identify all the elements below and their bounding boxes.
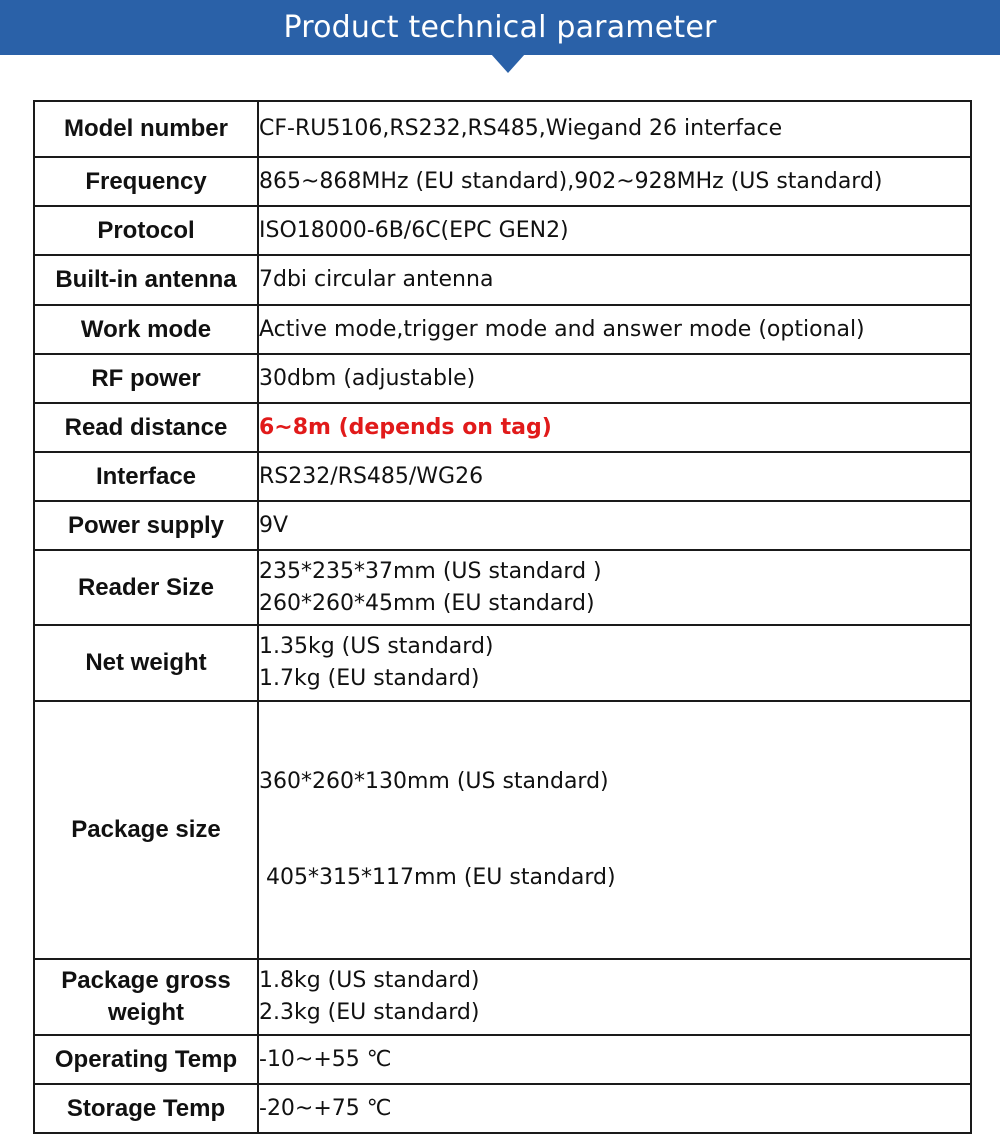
row-label: RF power — [34, 354, 258, 403]
value-line: 1.35kg (US standard) — [259, 634, 494, 659]
row-label: Built-in antenna — [34, 255, 258, 305]
table-row-interface — [34, 452, 971, 501]
row-value — [258, 501, 971, 550]
table-row-net-weight — [34, 625, 971, 701]
row-value — [258, 1035, 971, 1084]
value-line: 235*235*37mm (US standard ) — [259, 558, 602, 584]
row-label: Model number — [34, 101, 258, 157]
row-label: Reader Size — [34, 550, 258, 625]
table-row-power-supply — [34, 501, 971, 550]
row-label: Work mode — [34, 305, 258, 354]
row-label: Net weight — [34, 625, 258, 701]
table-row-reader-size — [34, 550, 971, 625]
value-line: 2.3kg (EU standard) — [259, 1000, 480, 1025]
value-line: 6~8m (depends on tag) — [259, 414, 552, 440]
table-row-work-mode — [34, 305, 971, 354]
row-label: Storage Temp — [34, 1084, 258, 1133]
row-value — [258, 959, 971, 1035]
value-line: -10~+55 ℃ — [259, 1046, 392, 1072]
table-row-package-size — [34, 701, 971, 959]
row-value — [258, 157, 971, 206]
row-label: Frequency — [34, 157, 258, 206]
value-line: 1.8kg (US standard) — [259, 968, 480, 993]
value-line: 1.7kg (EU standard) — [259, 666, 480, 691]
banner-pointer-arrow — [491, 54, 525, 73]
table-row-storage-temp — [34, 1084, 971, 1133]
row-value — [258, 550, 971, 625]
spec-table — [33, 100, 972, 1134]
row-label: Interface — [34, 452, 258, 501]
table-row-built-in-antenna — [34, 255, 971, 305]
value-line: ISO18000-6B/6C(EPC GEN2) — [259, 217, 569, 243]
row-value — [258, 305, 971, 354]
table-row-operating-temp — [34, 1035, 971, 1084]
table-row-package-gross-weight — [34, 959, 971, 1035]
value-line: CF-RU5106,RS232,RS485,Wiegand 26 interface — [259, 116, 783, 141]
row-label: Package gross weight — [34, 959, 258, 1035]
value-line: -20~+75 ℃ — [259, 1095, 392, 1121]
row-value — [258, 206, 971, 255]
header-banner — [0, 0, 1000, 55]
row-label: Power supply — [34, 501, 258, 550]
table-row-read-distance — [34, 403, 971, 452]
row-value — [258, 452, 971, 501]
row-value — [258, 255, 971, 305]
value-line: 865~868MHz (EU standard),902~928MHz (US standard) — [259, 168, 883, 194]
row-value-highlight — [258, 403, 971, 452]
row-label: Protocol — [34, 206, 258, 255]
value-line: 30dbm (adjustable) — [259, 365, 476, 391]
value-line: 405*315*117mm (EU standard) — [259, 865, 616, 890]
page-title: Product technical parameter — [283, 10, 717, 45]
row-label: Operating Temp — [34, 1035, 258, 1084]
row-value — [258, 1084, 971, 1133]
value-line: 7dbi circular antenna — [259, 267, 494, 292]
row-value — [258, 701, 971, 959]
table-row-rf-power — [34, 354, 971, 403]
value-line: 260*260*45mm (EU standard) — [259, 590, 595, 616]
row-value — [258, 354, 971, 403]
row-value — [258, 625, 971, 701]
row-label: Package size — [34, 701, 258, 959]
value-line: 360*260*130mm (US standard) — [259, 769, 609, 794]
row-label: Read distance — [34, 403, 258, 452]
table-row-frequency — [34, 157, 971, 206]
table-row-model-number — [34, 101, 971, 157]
table-row-protocol — [34, 206, 971, 255]
value-line: Active mode,trigger mode and answer mode (optional) — [259, 316, 865, 342]
value-line: RS232/RS485/WG26 — [259, 463, 484, 489]
value-line: 9V — [259, 512, 289, 538]
row-value — [258, 101, 971, 157]
